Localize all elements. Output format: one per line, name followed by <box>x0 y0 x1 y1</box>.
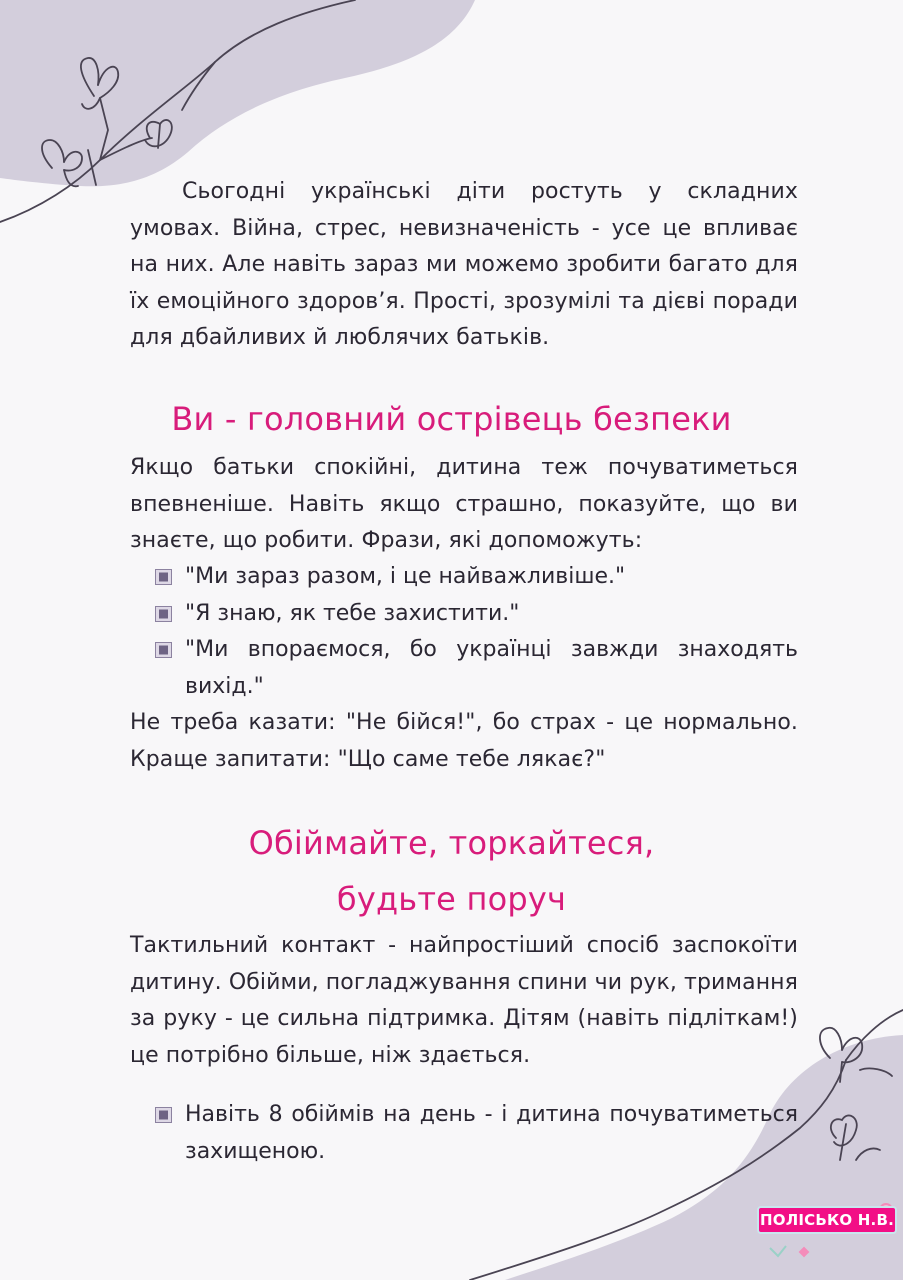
top-left-blob <box>0 0 475 186</box>
square-bullet-icon <box>155 642 172 658</box>
section1-closing: Не треба казати: "Не бійся!", бо страх - це нормально. Краще запитати: "Що саме тебе лякає?" <box>130 710 798 772</box>
square-bullet-icon <box>155 569 172 585</box>
list-item <box>155 632 798 705</box>
list-item-text: "Ми впораємося, бо українці завжди знаходять вихід." <box>185 637 798 699</box>
hugs-list <box>155 1097 798 1170</box>
list-item <box>155 1097 798 1170</box>
phrases-list <box>155 559 798 705</box>
list-item-text: "Я знаю, як тебе захистити." <box>185 600 520 626</box>
list-item <box>155 559 798 596</box>
section2-paragraph: Тактильний контакт - найпростіший спосіб заспокоїти дитину. Обійми, погладжування спини чи рук, тримання за руку - це сильна підтримка. Дітям (навіть підліткам!) це потрібно більше, ніж здається. <box>130 933 798 1068</box>
section1-paragraph: Якщо батьки спокійні, дитина теж почуватиметься впевненіше. Навіть якщо страшно, показуйте, що ви знаєте, що робити. Фрази, які допоможуть: <box>130 455 798 553</box>
list-item <box>155 596 798 633</box>
section-heading-touch-line1: Обіймайте, торкайтеся, <box>248 824 655 862</box>
intro-paragraph: Сьогодні українські діти ростуть у складних умовах. Війна, стрес, невизначеність - усе це впливає на них. Але навіть зараз ми можемо зробити багато для їх емоційного здоров’я. Прості, зрозумілі та дієві поради для дбайливих й люблячих батьків. <box>130 179 798 350</box>
list-item-text: Навіть 8 обіймів на день - і дитина почуватиметься захищеною. <box>185 1102 798 1164</box>
square-bullet-icon <box>155 1107 172 1123</box>
section-heading-touch-line2: будьте поруч <box>336 880 567 918</box>
section-heading-safety: Ви - головний острівець безпеки <box>171 400 732 438</box>
badge-label: ПОЛІСЬКО Н.В. <box>759 1211 894 1229</box>
square-bullet-icon <box>155 606 172 622</box>
list-item-text: "Ми зараз разом, і це найважливіше." <box>185 564 626 589</box>
